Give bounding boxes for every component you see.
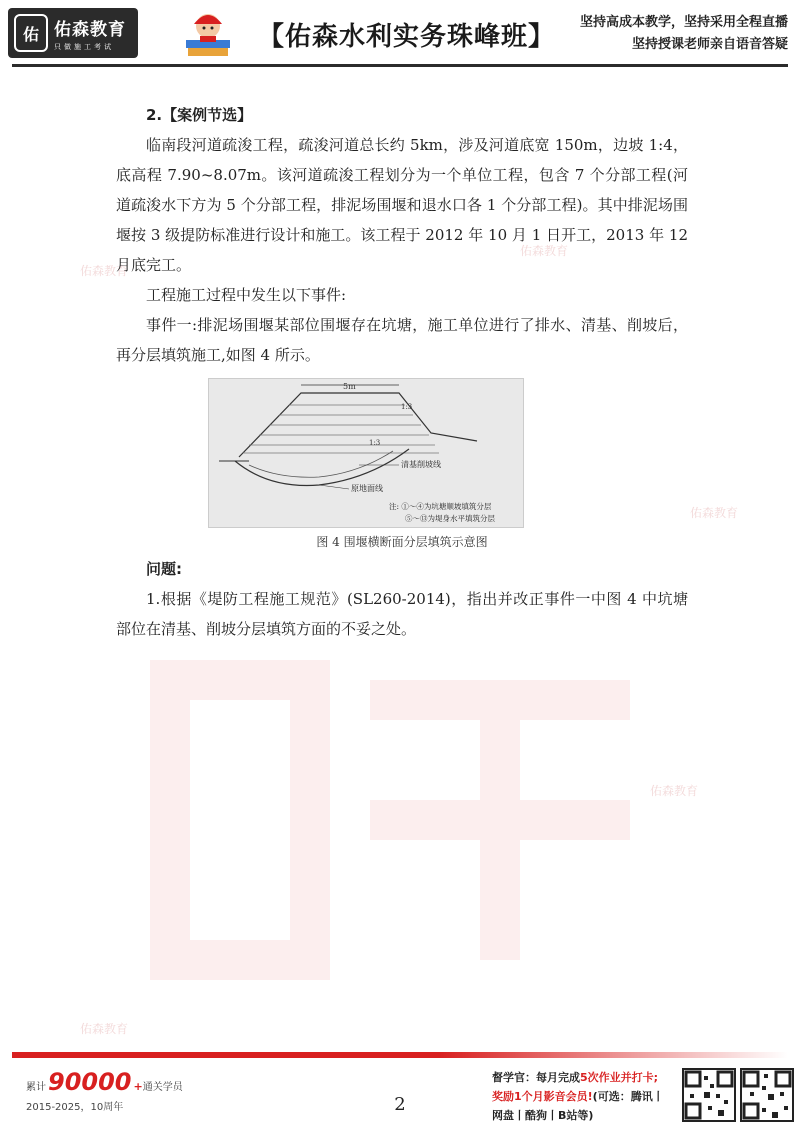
watermark-text: 佑森教育	[80, 264, 129, 278]
qr-code-icon	[740, 1068, 794, 1122]
student-count: 90000	[48, 1068, 132, 1096]
question-title: 问题:	[146, 560, 182, 578]
case-paragraph: 临南段河道疏浚工程，疏浚河道总长约 5km，涉及河道底宽 150m，边坡 1:4，底高程 7.90~8.07m。该河道疏浚工程划分为一个单位工程，包含 7 个分部工程(河道疏浚水下方为 5 个分部工程，排泥场围堰和退水口各 1 个分部工程)。其中排泥场围堰按 3 级提防标准进行设计和施工。该工程于 2012 年 10 月 1 日开工，2013 年 12 月底完工。	[116, 136, 688, 274]
watermark-text: 佑森教育	[520, 244, 569, 258]
watermark-text: 佑森教育	[690, 506, 739, 520]
dimension-label: 5m	[343, 382, 356, 391]
section-heading: 2.【案例节选】	[146, 106, 253, 124]
stats-prefix: 累计	[26, 1082, 46, 1093]
header-slogan	[580, 12, 788, 56]
header-divider	[12, 64, 788, 67]
event-one: 事件一:排泥场围堰某部位围堰存在坑塘，施工单位进行了排水、清基、削坡后，再分层填筑施工,如图 4 所示。	[116, 316, 688, 364]
document-body	[116, 100, 688, 644]
logo-mark-icon: 佑	[14, 14, 48, 52]
base-line-label: 原地面线	[351, 484, 383, 493]
cut-line-label: 清基削坡线	[401, 460, 441, 469]
brand-logo	[8, 8, 138, 58]
figure-note-1: 注: ①～④为坑塘顺坡填筑分层	[389, 502, 492, 511]
event-intro: 工程施工过程中发生以下事件:	[146, 286, 347, 304]
page-header	[0, 0, 800, 66]
promo-line3: 网盘丨酷狗丨B站等)	[492, 1109, 594, 1122]
background-watermark-logo	[110, 640, 670, 1000]
header-title: 【佑森水利实务珠峰班】	[258, 22, 556, 52]
watermark-text: 佑森教育	[80, 1022, 129, 1036]
footer-promo	[492, 1068, 678, 1125]
footer-divider	[12, 1052, 788, 1058]
logo-slogan: 只做施工考试	[54, 42, 114, 51]
promo-line1a: 督学官：每月完成	[492, 1071, 580, 1084]
page-number: 2	[394, 1094, 406, 1115]
cross-section-figure	[208, 378, 524, 528]
stats-years: 2015-2025，10周年	[26, 1102, 124, 1113]
stats-suffix: 通关学员	[142, 1082, 183, 1093]
slope-label: 1:3	[401, 403, 413, 411]
cross-section-diagram	[209, 379, 525, 529]
mascot-icon	[182, 6, 234, 60]
header-slogan-line2: 坚持授课老师亲自语音答疑	[631, 37, 788, 52]
question-1: 1.根据《堤防工程施工规范》(SL260-2014)，指出并改正事件一中图 4 中坑塘部位在清基、削坡分层填筑方面的不妥之处。	[116, 590, 688, 638]
slope-label-inner: 1:3	[369, 439, 381, 447]
promo-line2b: (可选：腾讯丨	[592, 1090, 664, 1103]
count-plus: +	[133, 1080, 143, 1093]
figure-note-2: ⑤～⑬为堤身水平填筑分层	[405, 514, 495, 523]
promo-line2a: 奖励1个月影音会员!	[492, 1090, 593, 1103]
promo-line1b: 5次作业并打卡;	[580, 1071, 659, 1084]
logo-name: 佑森教育	[54, 19, 126, 40]
qr-code-icon	[682, 1068, 736, 1122]
header-slogan-line1: 坚持高成本教学，坚持采用全程直播	[579, 15, 788, 30]
watermark-text: 佑森教育	[650, 784, 699, 798]
figure-caption: 图 4 围堰横断面分层填筑示意图	[316, 535, 488, 549]
logo-text	[54, 15, 126, 52]
